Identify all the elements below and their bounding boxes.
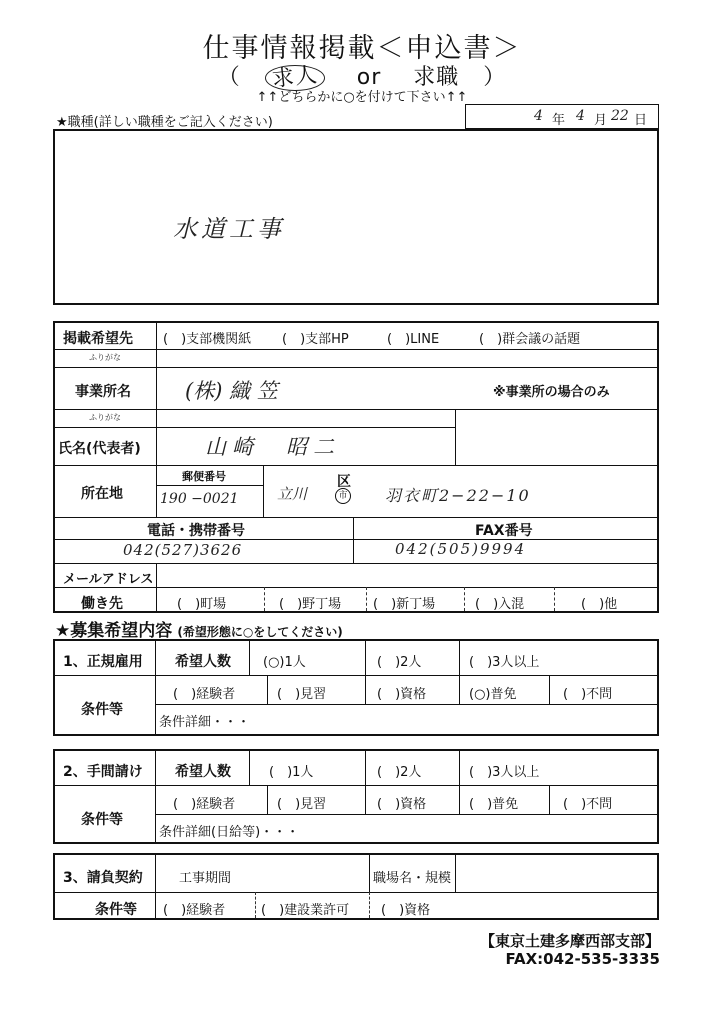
section2-cond-any[interactable]: ( )不問 xyxy=(563,797,613,812)
section1-detail[interactable]: 条件詳細・・・ xyxy=(159,715,251,730)
work-option-machiba[interactable]: ( )町場 xyxy=(177,597,227,612)
section2-cond-apprentice[interactable]: ( )見習 xyxy=(277,797,327,812)
option-recruit-label: 求人 xyxy=(270,62,319,93)
job-type-label: ★職種(詳しい職種をご記入ください) xyxy=(56,115,273,130)
form-title: 仕事情報掲載＜申込書＞ xyxy=(202,33,522,64)
footer-organization: 【東京土建多摩西部支部】 xyxy=(479,932,660,950)
open-paren: （ xyxy=(217,65,241,90)
city-value[interactable]: 立川 xyxy=(277,485,308,503)
work-option-other[interactable]: ( )他 xyxy=(581,597,618,612)
section1-cond-license[interactable]: ( )資格 xyxy=(377,687,427,702)
close-paren: ） xyxy=(483,65,507,90)
section3-cond-label: 条件等 xyxy=(95,902,137,918)
street-address-value[interactable]: 羽衣町2−22−10 xyxy=(385,486,531,505)
phone-value[interactable]: 042(527)3626 xyxy=(123,541,243,559)
section1-cond-apprentice[interactable]: ( )見習 xyxy=(277,687,327,702)
section1-cond-driver[interactable]: (○)普免 xyxy=(469,687,517,702)
media-label: 掲載希望先 xyxy=(63,331,133,347)
or-label: or xyxy=(356,65,382,90)
company-value[interactable]: (株) 織 笠 xyxy=(185,379,278,403)
info-table xyxy=(53,321,659,613)
section2-detail[interactable]: 条件詳細(日給等)・・・ xyxy=(159,825,300,840)
section3-cond-experienced[interactable]: ( )経験者 xyxy=(163,903,226,918)
section2-count-2[interactable]: ( )2人 xyxy=(377,765,422,780)
section1-cond-experienced[interactable]: ( )経験者 xyxy=(173,687,236,702)
name-value[interactable]: 山崎 昭二 xyxy=(205,435,340,459)
work-option-shinchoba[interactable]: ( )新丁場 xyxy=(373,597,436,612)
section1-label: 1、正規雇用 xyxy=(63,654,143,670)
work-option-iriken[interactable]: ( )入混 xyxy=(475,597,525,612)
section1-cond-label: 条件等 xyxy=(81,702,123,718)
section2-count-label: 希望人数 xyxy=(175,764,231,780)
date-year-unit: 年 xyxy=(552,113,566,128)
section-contract xyxy=(53,853,659,920)
section2-count-3plus[interactable]: ( )3人以上 xyxy=(469,765,540,780)
date-box xyxy=(465,104,659,129)
work-label: 働き先 xyxy=(81,596,123,612)
section1-count-2[interactable]: ( )2人 xyxy=(377,655,422,670)
name-label: 氏名(代表者) xyxy=(58,441,141,457)
section3-cond-license[interactable]: ( )資格 xyxy=(381,903,431,918)
section1-count-1[interactable]: (○)1人 xyxy=(263,655,306,670)
date-month-unit: 月 xyxy=(594,113,608,128)
section3-site-label: 職場名・規模 xyxy=(373,871,452,886)
media-option-line[interactable]: ( )LINE xyxy=(387,332,440,347)
date-day[interactable]: 22 xyxy=(611,108,629,124)
recruit-heading: ★募集希望内容 xyxy=(55,621,173,641)
furigana-label-company: ふりがな xyxy=(89,353,121,362)
mail-label: メールアドレス xyxy=(63,572,154,587)
company-label: 事業所名 xyxy=(75,384,131,400)
section1-count-label: 希望人数 xyxy=(175,654,231,670)
section2-count-1[interactable]: ( )1人 xyxy=(269,765,314,780)
address-label: 所在地 xyxy=(81,486,123,502)
media-option-hp[interactable]: ( )支部HP xyxy=(282,332,349,347)
media-option-meeting[interactable]: ( )群会議の話題 xyxy=(479,332,581,347)
footer-fax: FAX:042-535-3335 xyxy=(505,950,660,968)
phone-label: 電話・携帯番号 xyxy=(147,523,245,539)
section2-cond-label: 条件等 xyxy=(81,812,123,828)
section1-count-3plus[interactable]: ( )3人以上 xyxy=(469,655,540,670)
job-type-field[interactable] xyxy=(53,129,659,305)
recruit-heading-row xyxy=(55,616,343,641)
job-type-value: 水道工事 xyxy=(173,215,285,243)
postal-cell xyxy=(156,465,264,517)
section3-cond-permit[interactable]: ( )建設業許可 xyxy=(261,903,350,918)
media-option-bulletin[interactable]: ( )支部機関紙 xyxy=(163,332,252,347)
section3-period-label: 工事期間 xyxy=(179,871,232,886)
fax-label: FAX番号 xyxy=(475,523,533,539)
date-month[interactable]: 4 xyxy=(576,108,585,124)
instruction-note: ↑↑どちらかに○を付けて下さい↑↑ xyxy=(256,90,468,105)
section1-cond-any[interactable]: ( )不問 xyxy=(563,687,613,702)
section2-label: 2、手間請け xyxy=(63,764,143,780)
fax-value[interactable]: 042(505)9994 xyxy=(395,540,527,558)
section-piecework xyxy=(53,749,659,844)
postal-value[interactable]: 190 −0021 xyxy=(160,491,239,507)
city-mark: 市 xyxy=(335,488,351,504)
recruit-heading-note: (希望形態に○をしてください) xyxy=(177,625,343,639)
furigana-label-name: ふりがな xyxy=(89,413,121,422)
postal-label: 郵便番号 xyxy=(182,470,226,483)
section3-label: 3、請負契約 xyxy=(63,870,143,886)
date-day-unit: 日 xyxy=(634,113,648,128)
section2-cond-experienced[interactable]: ( )経験者 xyxy=(173,797,236,812)
company-note: ※事業所の場合のみ xyxy=(493,385,610,400)
section2-cond-license[interactable]: ( )資格 xyxy=(377,797,427,812)
option-seek-label[interactable]: 求職 xyxy=(413,65,460,90)
ward-label: 区 xyxy=(337,474,351,490)
work-option-nochoba[interactable]: ( )野丁場 xyxy=(279,597,342,612)
section-regular-employment xyxy=(53,639,659,736)
section2-cond-driver[interactable]: ( )普免 xyxy=(469,797,519,812)
date-year[interactable]: 4 xyxy=(534,108,543,124)
